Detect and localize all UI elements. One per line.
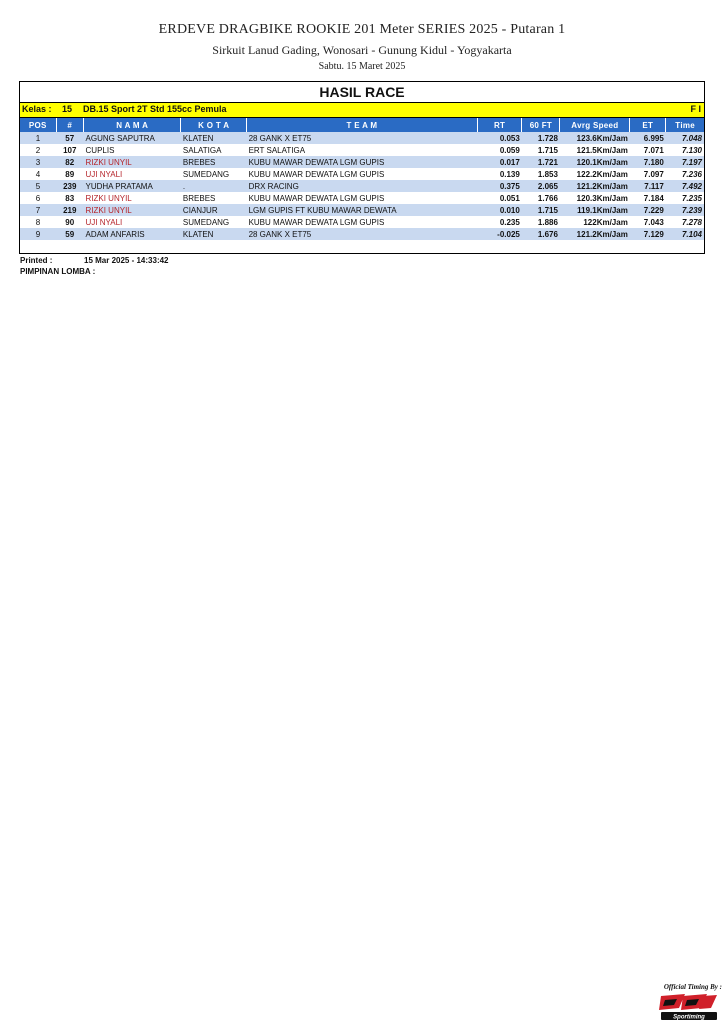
cell-et: 7.097 <box>630 168 666 180</box>
cell-avg-speed: 119.1Km/Jam <box>560 204 630 216</box>
cell-rt: -0.025 <box>477 228 521 240</box>
cell-pos: 1 <box>20 132 56 144</box>
race-director-label: PIMPINAN LOMBA : <box>20 267 96 276</box>
class-flag: F I <box>690 104 701 114</box>
cell-rt: 0.017 <box>477 156 521 168</box>
col-name-header: N A M A <box>84 118 181 132</box>
cell-city: CIANJUR <box>181 204 247 216</box>
cell-team: 28 GANK X ET75 <box>247 228 478 240</box>
cell-avg-speed: 121.2Km/Jam <box>560 228 630 240</box>
cell-team: KUBU MAWAR DEWATA LGM GUPIS <box>247 192 478 204</box>
cell-team: ERT SALATIGA <box>247 144 478 156</box>
cell-city: KLATEN <box>181 228 247 240</box>
cell-city: KLATEN <box>181 132 247 144</box>
cell-number: 83 <box>56 192 84 204</box>
cell-60ft: 1.676 <box>522 228 560 240</box>
official-timing-label: Official Timing By : <box>663 983 722 991</box>
cell-time: 7.236 <box>666 168 704 180</box>
cell-team: KUBU MAWAR DEWATA LGM GUPIS <box>247 156 478 168</box>
cell-avg-speed: 121.2Km/Jam <box>560 180 630 192</box>
cell-number: 107 <box>56 144 84 156</box>
cell-pos: 3 <box>20 156 56 168</box>
cell-city: BREBES <box>181 156 247 168</box>
cell-time: 7.492 <box>666 180 704 192</box>
cell-et: 7.180 <box>630 156 666 168</box>
cell-rt: 0.053 <box>477 132 521 144</box>
cell-name: CUPLIS <box>84 144 181 156</box>
cell-et: 7.184 <box>630 192 666 204</box>
cell-pos: 5 <box>20 180 56 192</box>
event-venue: Sirkuit Lanud Gading, Wonosari - Gunung Kidul - Yogyakarta <box>212 43 512 57</box>
table-row <box>20 156 704 168</box>
col-team-header: T E A M <box>247 118 478 132</box>
class-label: Kelas : <box>22 104 52 114</box>
cell-60ft: 1.715 <box>522 204 560 216</box>
timing-logo-icon <box>655 992 721 1022</box>
table-row <box>20 228 704 240</box>
cell-time: 7.278 <box>666 216 704 228</box>
cell-rt: 0.010 <box>477 204 521 216</box>
results-table <box>20 118 704 240</box>
cell-time: 7.235 <box>666 192 704 204</box>
cell-60ft: 1.715 <box>522 144 560 156</box>
cell-name: ADAM ANFARIS <box>84 228 181 240</box>
cell-team: KUBU MAWAR DEWATA LGM GUPIS <box>247 168 478 180</box>
cell-time: 7.130 <box>666 144 704 156</box>
col-rt-header: RT <box>477 118 521 132</box>
cell-avg-speed: 122Km/Jam <box>560 216 630 228</box>
cell-60ft: 1.886 <box>522 216 560 228</box>
cell-avg-speed: 122.2Km/Jam <box>560 168 630 180</box>
cell-rt: 0.051 <box>477 192 521 204</box>
event-title: ERDEVE DRAGBIKE ROOKIE 201 Meter SERIES 2025 - Putaran 1 <box>158 22 566 37</box>
class-number: 15 <box>62 104 73 114</box>
cell-et: 7.043 <box>630 216 666 228</box>
cell-avg-speed: 120.1Km/Jam <box>560 156 630 168</box>
cell-pos: 8 <box>20 216 56 228</box>
cell-pos: 2 <box>20 144 56 156</box>
table-row <box>20 132 704 144</box>
cell-name: AGUNG SAPUTRA <box>84 132 181 144</box>
printed-timestamp: 15 Mar 2025 - 14:33:42 <box>84 256 169 265</box>
svg-text:Sportiming: Sportiming <box>673 1014 705 1021</box>
table-row <box>20 204 704 216</box>
cell-et: 7.117 <box>630 180 666 192</box>
col-60ft-header: 60 FT <box>522 118 560 132</box>
col-pos-header: POS <box>20 118 56 132</box>
cell-number: 239 <box>56 180 84 192</box>
class-name: DB.15 Sport 2T Std 155cc Pemula <box>83 104 227 114</box>
cell-60ft: 1.728 <box>522 132 560 144</box>
class-bar <box>20 103 704 118</box>
cell-time: 7.048 <box>666 132 704 144</box>
cell-name: RIZKI UNYIL <box>84 192 181 204</box>
cell-team: LGM GUPIS FT KUBU MAWAR DEWATA <box>247 204 478 216</box>
cell-city: BREBES <box>181 192 247 204</box>
cell-avg-speed: 123.6Km/Jam <box>560 132 630 144</box>
cell-team: KUBU MAWAR DEWATA LGM GUPIS <box>247 216 478 228</box>
cell-number: 219 <box>56 204 84 216</box>
cell-name: YUDHA PRATAMA <box>84 180 181 192</box>
cell-rt: 0.375 <box>477 180 521 192</box>
cell-city: . <box>181 180 247 192</box>
cell-number: 57 <box>56 132 84 144</box>
table-row <box>20 144 704 156</box>
cell-number: 89 <box>56 168 84 180</box>
cell-pos: 4 <box>20 168 56 180</box>
cell-name: RIZKI UNYIL <box>84 156 181 168</box>
cell-city: SUMEDANG <box>181 216 247 228</box>
col-city-header: K O T A <box>181 118 247 132</box>
cell-60ft: 1.766 <box>522 192 560 204</box>
cell-et: 7.129 <box>630 228 666 240</box>
cell-name: RIZKI UNYIL <box>84 204 181 216</box>
cell-rt: 0.059 <box>477 144 521 156</box>
cell-avg-speed: 121.5Km/Jam <box>560 144 630 156</box>
cell-rt: 0.235 <box>477 216 521 228</box>
cell-rt: 0.139 <box>477 168 521 180</box>
cell-time: 7.239 <box>666 204 704 216</box>
cell-time: 7.197 <box>666 156 704 168</box>
section-title: HASIL RACE <box>20 82 704 103</box>
col-time-header: Time <box>666 118 704 132</box>
cell-pos: 9 <box>20 228 56 240</box>
cell-team: 28 GANK X ET75 <box>247 132 478 144</box>
cell-60ft: 1.853 <box>522 168 560 180</box>
cell-city: SALATIGA <box>181 144 247 156</box>
table-row <box>20 180 704 192</box>
cell-city: SUMEDANG <box>181 168 247 180</box>
cell-name: UJI NYALI <box>84 216 181 228</box>
cell-60ft: 1.721 <box>522 156 560 168</box>
table-header-row <box>20 118 704 132</box>
cell-number: 82 <box>56 156 84 168</box>
cell-pos: 7 <box>20 204 56 216</box>
cell-name: UJI NYALI <box>84 168 181 180</box>
col-number-header: # <box>56 118 84 132</box>
cell-et: 6.995 <box>630 132 666 144</box>
col-et-header: ET <box>630 118 666 132</box>
cell-et: 7.071 <box>630 144 666 156</box>
event-date: Sabtu. 15 Maret 2025 <box>318 61 406 72</box>
cell-time: 7.104 <box>666 228 704 240</box>
results-board <box>19 81 705 254</box>
cell-et: 7.229 <box>630 204 666 216</box>
cell-number: 90 <box>56 216 84 228</box>
col-avg-speed-header: Avrg Speed <box>560 118 630 132</box>
cell-pos: 6 <box>20 192 56 204</box>
table-row <box>20 192 704 204</box>
printed-label: Printed : <box>20 256 53 265</box>
cell-avg-speed: 120.3Km/Jam <box>560 192 630 204</box>
cell-team: DRX RACING <box>247 180 478 192</box>
cell-60ft: 2.065 <box>522 180 560 192</box>
cell-number: 59 <box>56 228 84 240</box>
table-row <box>20 216 704 228</box>
table-row <box>20 168 704 180</box>
